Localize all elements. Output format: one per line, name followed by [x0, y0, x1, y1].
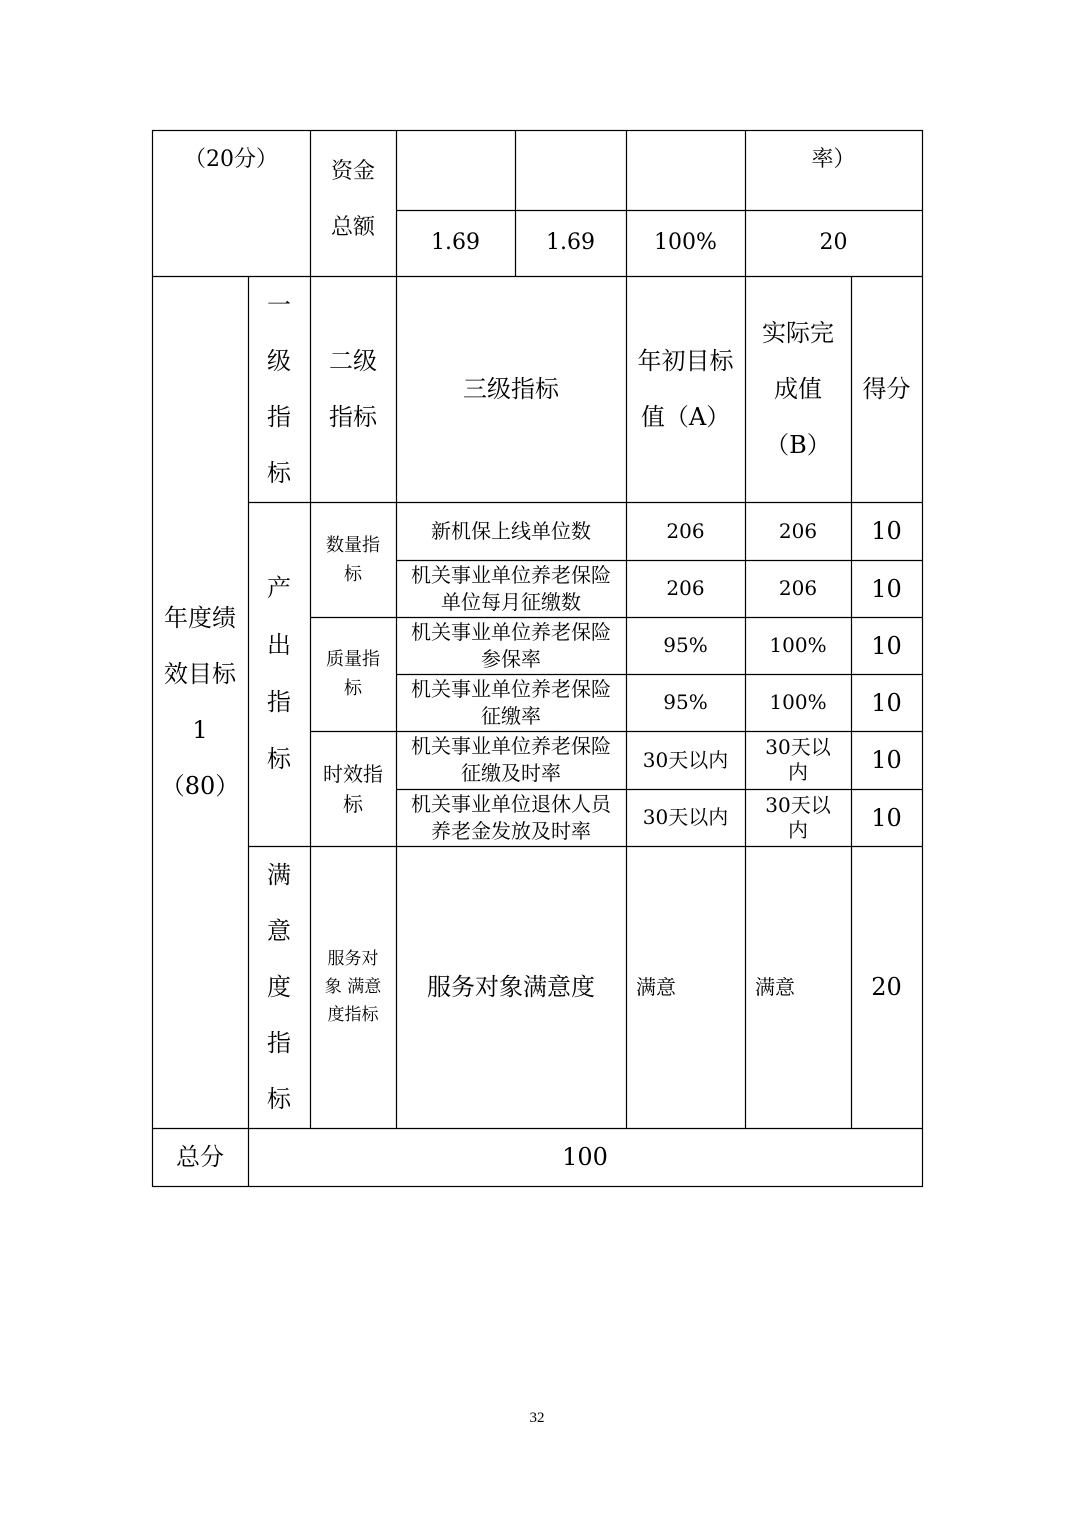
level2-indicator-header: 二级指标	[329, 347, 377, 431]
execution-rate-value: 100%	[654, 230, 717, 256]
indicator-name-4: 机关事业单位养老保险征缴及时率	[411, 734, 611, 785]
indicator-name-2: 机关事业单位养老保险参保率	[411, 619, 611, 671]
quantity-indicator-label: 数量指标	[326, 534, 380, 585]
total-score-label: 总分	[176, 1143, 224, 1171]
target-value-5: 30天以内	[642, 805, 729, 829]
actual-value-0: 206	[778, 518, 818, 543]
indicator-name-1: 机关事业单位养老保险单位每月征缴数	[411, 562, 611, 614]
target-value-1: 206	[666, 576, 705, 600]
actual-value-4: 30天以内	[765, 735, 831, 784]
score-2: 10	[871, 631, 902, 660]
indicator-name-5: 机关事业单位退休人员养老金发放及时率	[411, 791, 611, 843]
rate-label-tail: 率）	[811, 147, 856, 172]
indicator-name-0: 新机保上线单位数	[431, 518, 591, 543]
target-value-6: 满意	[636, 974, 676, 999]
score-6: 20	[871, 973, 902, 1001]
target-value-4: 30天以内	[642, 747, 729, 772]
actual-value-6: 满意	[755, 974, 795, 999]
level1-indicator-header: 一级指标	[267, 291, 291, 487]
actual-value-3: 100%	[769, 690, 827, 714]
timeliness-indicator-label: 时效指标	[323, 761, 383, 816]
level3-indicator-header: 三级指标	[463, 375, 559, 403]
fund-actual-value: 1.69	[546, 230, 595, 256]
score-weight-label: （20分）	[184, 147, 278, 172]
score-0: 10	[871, 517, 902, 545]
score-1: 10	[871, 574, 902, 603]
fund-total-label: 资金总额	[330, 159, 375, 240]
output-indicator-label: 产出指标	[267, 574, 291, 773]
actual-value-1: 206	[778, 576, 818, 600]
actual-value-header: 实际完成值（B）	[762, 319, 834, 459]
fund-score-value: 20	[819, 230, 848, 256]
target-value-2: 95%	[663, 633, 708, 657]
score-5: 10	[871, 803, 902, 832]
indicator-name-3: 机关事业单位养老保险征缴率	[411, 676, 611, 728]
actual-value-5: 30天以内	[765, 792, 831, 842]
target-value-3: 95%	[663, 690, 708, 714]
fund-planned-value: 1.69	[431, 230, 480, 256]
page-number: 32	[529, 1410, 545, 1426]
indicator-name-6: 服务对象满意度	[427, 973, 595, 1001]
service-object-satisfaction-label: 服务对象 满意度指标	[324, 949, 382, 1025]
actual-value-2: 100%	[769, 633, 827, 657]
quality-indicator-label: 质量指标	[326, 649, 380, 699]
annual-performance-goal-label: 年度绩效目标1（80）	[160, 604, 240, 800]
target-value-header: 年初目标值（A）	[637, 347, 734, 431]
satisfaction-indicator-label: 满意度指标	[267, 861, 291, 1113]
score-4: 10	[871, 746, 902, 774]
score-3: 10	[871, 688, 902, 717]
total-score-value: 100	[562, 1143, 608, 1171]
target-value-0: 206	[666, 518, 705, 543]
score-header: 得分	[862, 375, 911, 403]
